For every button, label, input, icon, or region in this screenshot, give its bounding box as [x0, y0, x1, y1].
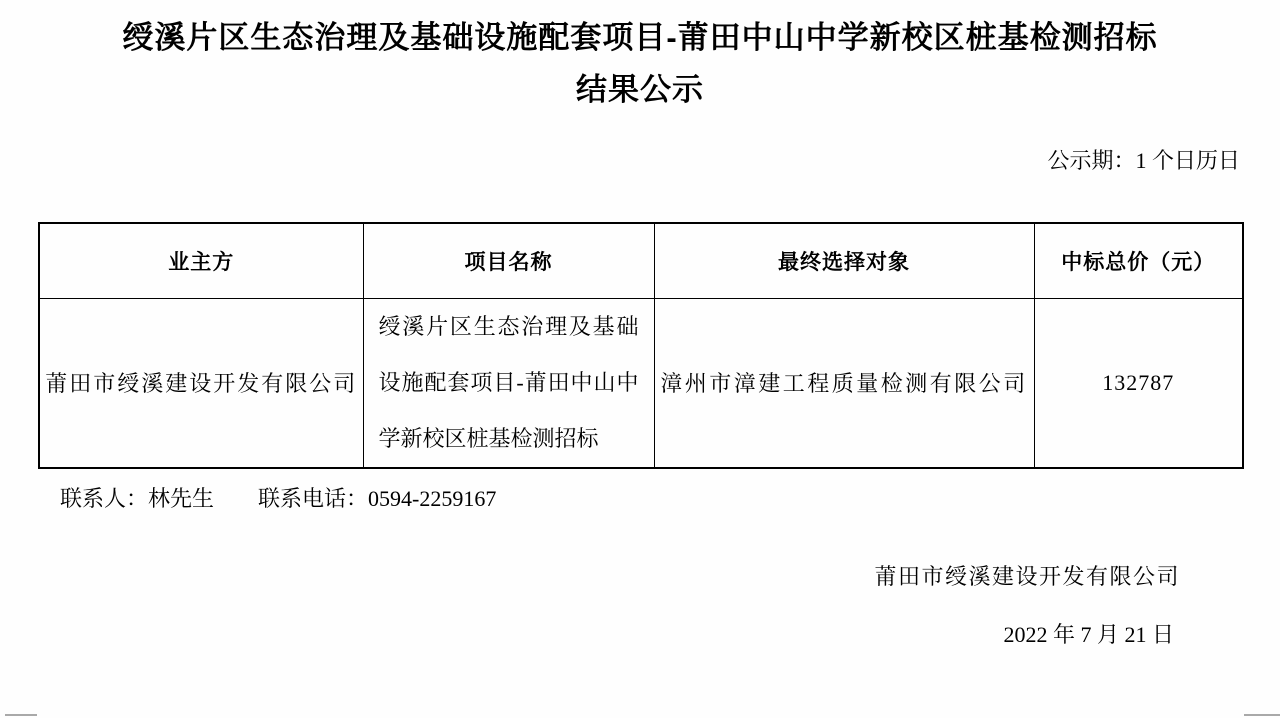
issuer-signature: 莆田市绶溪建设开发有限公司 — [874, 563, 1180, 589]
header-cell-owner: 业主方 — [39, 223, 363, 298]
issue-date: 2022 年 7 月 21 日 — [1003, 621, 1174, 647]
page-title-line2: 结果公示 — [576, 72, 704, 107]
bid-results-table — [38, 222, 1244, 469]
header-cell-total-price: 中标总价（元） — [1034, 223, 1243, 298]
page-edge-mark-left — [5, 714, 37, 716]
cell-project-name: 绶溪片区生态治理及基础设施配套项目-莆田中山中学新校区桩基检测招标 — [363, 298, 654, 468]
table-header-row — [39, 223, 1243, 298]
cell-selected-party: 漳州市漳建工程质量检测有限公司 — [654, 298, 1034, 468]
page-edge-mark-right — [1244, 714, 1280, 716]
publicity-period: 公示期：1 个日历日 — [1047, 148, 1240, 173]
page-title-line1: 绶溪片区生态治理及基础设施配套项目-莆田中山中学新校区桩基检测招标 — [122, 20, 1158, 55]
page-title — [0, 0, 1280, 116]
table-row — [39, 298, 1243, 468]
cell-total-price: 132787 — [1034, 298, 1243, 468]
contact-info: 联系人：林先生 联系电话：0594-2259167 — [60, 485, 497, 511]
cell-owner: 莆田市绶溪建设开发有限公司 — [39, 298, 363, 468]
header-cell-project-name: 项目名称 — [363, 223, 654, 298]
header-cell-selected-party: 最终选择对象 — [654, 223, 1034, 298]
